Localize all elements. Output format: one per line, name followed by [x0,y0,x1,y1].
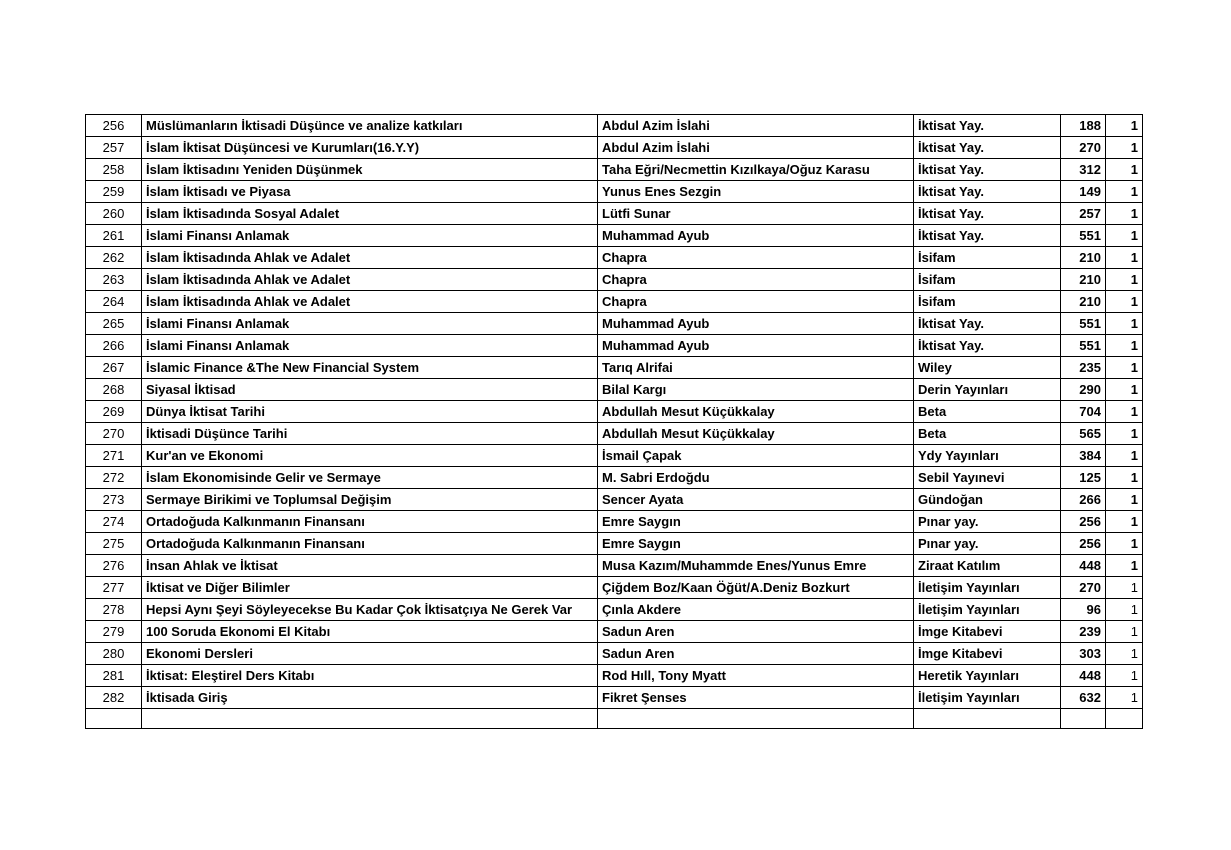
publisher-cell: İsifam [914,247,1061,269]
row-number-cell: 279 [86,621,142,643]
row-number-cell: 261 [86,225,142,247]
page-count-cell: 210 [1061,269,1106,291]
book-title-cell: İslami Finansı Anlamak [142,335,598,357]
table-row [86,203,1143,225]
author-cell: Sadun Aren [598,643,914,665]
quantity-cell: 1 [1106,159,1143,181]
author-cell: Taha Eğri/Necmettin Kızılkaya/Oğuz Karasu [598,159,914,181]
author-cell: Musa Kazım/Muhammde Enes/Yunus Emre [598,555,914,577]
page-count-cell: 239 [1061,621,1106,643]
author-cell: Tarıq Alrifai [598,357,914,379]
quantity-cell: 1 [1106,203,1143,225]
book-title-cell: İktisadi Düşünce Tarihi [142,423,598,445]
page-count-cell: 149 [1061,181,1106,203]
page-count-cell: 257 [1061,203,1106,225]
author-cell: Emre Saygın [598,533,914,555]
table-row [86,687,1143,709]
quantity-cell: 1 [1106,357,1143,379]
publisher-cell: İktisat Yay. [914,181,1061,203]
publisher-cell: İktisat Yay. [914,203,1061,225]
book-title-cell: Müslümanların İktisadi Düşünce ve analize katkıları [142,115,598,137]
book-title-cell: Siyasal İktisad [142,379,598,401]
author-cell: Fikret Şenses [598,687,914,709]
author-cell: Emre Saygın [598,511,914,533]
book-title-cell: Ortadoğuda Kalkınmanın Finansanı [142,533,598,555]
page-count-cell: 270 [1061,577,1106,599]
quantity-cell: 1 [1106,225,1143,247]
quantity-cell: 1 [1106,489,1143,511]
page-count-cell: 256 [1061,533,1106,555]
quantity-cell: 1 [1106,643,1143,665]
page-count-cell: 312 [1061,159,1106,181]
book-title-cell: İslami Finansı Anlamak [142,313,598,335]
publisher-cell: Gündoğan [914,489,1061,511]
row-number-cell: 277 [86,577,142,599]
row-number-cell: 280 [86,643,142,665]
publisher-cell: İletişim Yayınları [914,687,1061,709]
row-number-cell: 273 [86,489,142,511]
quantity-cell: 1 [1106,137,1143,159]
table-row [86,357,1143,379]
book-title-cell: Dünya İktisat Tarihi [142,401,598,423]
empty-cell [598,709,914,729]
publisher-cell: Pınar yay. [914,511,1061,533]
book-title-cell: İslam İktisadını Yeniden Düşünmek [142,159,598,181]
page-count-cell: 551 [1061,313,1106,335]
table-row [86,445,1143,467]
table-body [86,115,1143,729]
book-title-cell: İslam İktisadında Sosyal Adalet [142,203,598,225]
page-count-cell: 448 [1061,555,1106,577]
row-number-cell: 275 [86,533,142,555]
publisher-cell: İmge Kitabevi [914,643,1061,665]
book-title-cell: Ortadoğuda Kalkınmanın Finansanı [142,511,598,533]
row-number-cell: 257 [86,137,142,159]
page-count-cell: 210 [1061,247,1106,269]
row-number-cell: 267 [86,357,142,379]
author-cell: Abdul Azim İslahi [598,137,914,159]
book-title-cell: Kur'an ve Ekonomi [142,445,598,467]
author-cell: M. Sabri Erdoğdu [598,467,914,489]
book-title-cell: Sermaye Birikimi ve Toplumsal Değişim [142,489,598,511]
row-number-cell: 270 [86,423,142,445]
publisher-cell: İktisat Yay. [914,137,1061,159]
quantity-cell: 1 [1106,115,1143,137]
publisher-cell: İletişim Yayınları [914,577,1061,599]
table-row [86,225,1143,247]
page-count-cell: 188 [1061,115,1106,137]
book-title-cell: İslam İktisadında Ahlak ve Adalet [142,291,598,313]
quantity-cell: 1 [1106,291,1143,313]
author-cell: Muhammad Ayub [598,225,914,247]
row-number-cell: 278 [86,599,142,621]
quantity-cell: 1 [1106,401,1143,423]
quantity-cell: 1 [1106,181,1143,203]
page-count-cell: 632 [1061,687,1106,709]
book-title-cell: Ekonomi Dersleri [142,643,598,665]
publisher-cell: Ziraat Katılım [914,555,1061,577]
table-row [86,555,1143,577]
page-count-cell: 448 [1061,665,1106,687]
author-cell: Rod Hıll, Tony Myatt [598,665,914,687]
table-row [86,379,1143,401]
row-number-cell: 276 [86,555,142,577]
publisher-cell: Pınar yay. [914,533,1061,555]
book-title-cell: İslam İktisat Düşüncesi ve Kurumları(16.Y.Y) [142,137,598,159]
page-count-cell: 551 [1061,225,1106,247]
page-count-cell: 235 [1061,357,1106,379]
book-title-cell: İktisat ve Diğer Bilimler [142,577,598,599]
quantity-cell: 1 [1106,533,1143,555]
table-row [86,511,1143,533]
page-count-cell: 565 [1061,423,1106,445]
page-count-cell: 270 [1061,137,1106,159]
quantity-cell: 1 [1106,621,1143,643]
table-row [86,533,1143,555]
book-title-cell: İslam İktisadında Ahlak ve Adalet [142,269,598,291]
quantity-cell: 1 [1106,423,1143,445]
publisher-cell: İletişim Yayınları [914,599,1061,621]
page-count-cell: 256 [1061,511,1106,533]
row-number-cell: 258 [86,159,142,181]
table-row [86,423,1143,445]
author-cell: Sencer Ayata [598,489,914,511]
row-number-cell: 264 [86,291,142,313]
row-number-cell: 260 [86,203,142,225]
empty-cell [914,709,1061,729]
table-row [86,621,1143,643]
table-row [86,247,1143,269]
table-row [86,291,1143,313]
publisher-cell: Sebil Yayınevi [914,467,1061,489]
quantity-cell: 1 [1106,665,1143,687]
author-cell: Chapra [598,269,914,291]
row-number-cell: 272 [86,467,142,489]
book-title-cell: İslam İktisadında Ahlak ve Adalet [142,247,598,269]
publisher-cell: İsifam [914,291,1061,313]
page-count-cell: 210 [1061,291,1106,313]
table-row [86,665,1143,687]
table-row [86,313,1143,335]
book-title-cell: İktisada Giriş [142,687,598,709]
book-title-cell: İktisat: Eleştirel Ders Kitabı [142,665,598,687]
author-cell: Çınla Akdere [598,599,914,621]
publisher-cell: Heretik Yayınları [914,665,1061,687]
quantity-cell: 1 [1106,599,1143,621]
empty-cell [142,709,598,729]
table-row [86,181,1143,203]
table-row [86,115,1143,137]
book-title-cell: İslam İktisadı ve Piyasa [142,181,598,203]
quantity-cell: 1 [1106,555,1143,577]
page-count-cell: 266 [1061,489,1106,511]
page-count-cell: 551 [1061,335,1106,357]
table-row [86,643,1143,665]
row-number-cell: 262 [86,247,142,269]
page-count-cell: 290 [1061,379,1106,401]
table-row [86,599,1143,621]
page-count-cell: 96 [1061,599,1106,621]
author-cell: Lütfi Sunar [598,203,914,225]
table-row [86,401,1143,423]
row-number-cell: 281 [86,665,142,687]
publisher-cell: İsifam [914,269,1061,291]
row-number-cell: 265 [86,313,142,335]
author-cell: Abdullah Mesut Küçükkalay [598,423,914,445]
author-cell: Abdul Azim İslahi [598,115,914,137]
page-count-cell: 384 [1061,445,1106,467]
empty-row [86,709,1143,729]
row-number-cell: 256 [86,115,142,137]
author-cell: Chapra [598,291,914,313]
row-number-cell: 269 [86,401,142,423]
book-title-cell: İslam Ekonomisinde Gelir ve Sermaye [142,467,598,489]
row-number-cell: 274 [86,511,142,533]
table-row [86,467,1143,489]
author-cell: Abdullah Mesut Küçükkalay [598,401,914,423]
book-inventory-table [85,114,1143,729]
book-title-cell: İnsan Ahlak ve İktisat [142,555,598,577]
row-number-cell: 266 [86,335,142,357]
table-row [86,489,1143,511]
author-cell: Muhammad Ayub [598,313,914,335]
publisher-cell: İktisat Yay. [914,115,1061,137]
quantity-cell: 1 [1106,467,1143,489]
author-cell: Sadun Aren [598,621,914,643]
book-title-cell: 100 Soruda Ekonomi El Kitabı [142,621,598,643]
book-title-cell: İslami Finansı Anlamak [142,225,598,247]
row-number-cell: 263 [86,269,142,291]
row-number-cell: 271 [86,445,142,467]
quantity-cell: 1 [1106,577,1143,599]
publisher-cell: Beta [914,401,1061,423]
publisher-cell: Wiley [914,357,1061,379]
publisher-cell: Beta [914,423,1061,445]
table-row [86,159,1143,181]
publisher-cell: İktisat Yay. [914,225,1061,247]
quantity-cell: 1 [1106,269,1143,291]
author-cell: İsmail Çapak [598,445,914,467]
quantity-cell: 1 [1106,313,1143,335]
quantity-cell: 1 [1106,687,1143,709]
table-row [86,335,1143,357]
publisher-cell: İktisat Yay. [914,313,1061,335]
row-number-cell: 259 [86,181,142,203]
book-title-cell: İslamic Finance &The New Financial System [142,357,598,379]
publisher-cell: İktisat Yay. [914,159,1061,181]
author-cell: Yunus Enes Sezgin [598,181,914,203]
quantity-cell: 1 [1106,379,1143,401]
publisher-cell: İktisat Yay. [914,335,1061,357]
quantity-cell: 1 [1106,335,1143,357]
row-number-cell: 268 [86,379,142,401]
table-row [86,137,1143,159]
page-count-cell: 704 [1061,401,1106,423]
publisher-cell: İmge Kitabevi [914,621,1061,643]
quantity-cell: 1 [1106,445,1143,467]
quantity-cell: 1 [1106,511,1143,533]
empty-cell [86,709,142,729]
empty-cell [1106,709,1143,729]
page-count-cell: 125 [1061,467,1106,489]
quantity-cell: 1 [1106,247,1143,269]
publisher-cell: Ydy Yayınları [914,445,1061,467]
empty-cell [1061,709,1106,729]
author-cell: Muhammad Ayub [598,335,914,357]
author-cell: Çiğdem Boz/Kaan Öğüt/A.Deniz Bozkurt [598,577,914,599]
page-count-cell: 303 [1061,643,1106,665]
table-row [86,577,1143,599]
table-row [86,269,1143,291]
publisher-cell: Derin Yayınları [914,379,1061,401]
row-number-cell: 282 [86,687,142,709]
author-cell: Chapra [598,247,914,269]
author-cell: Bilal Kargı [598,379,914,401]
book-title-cell: Hepsi Aynı Şeyi Söyleyecekse Bu Kadar Çok İktisatçıya Ne Gerek Var [142,599,598,621]
